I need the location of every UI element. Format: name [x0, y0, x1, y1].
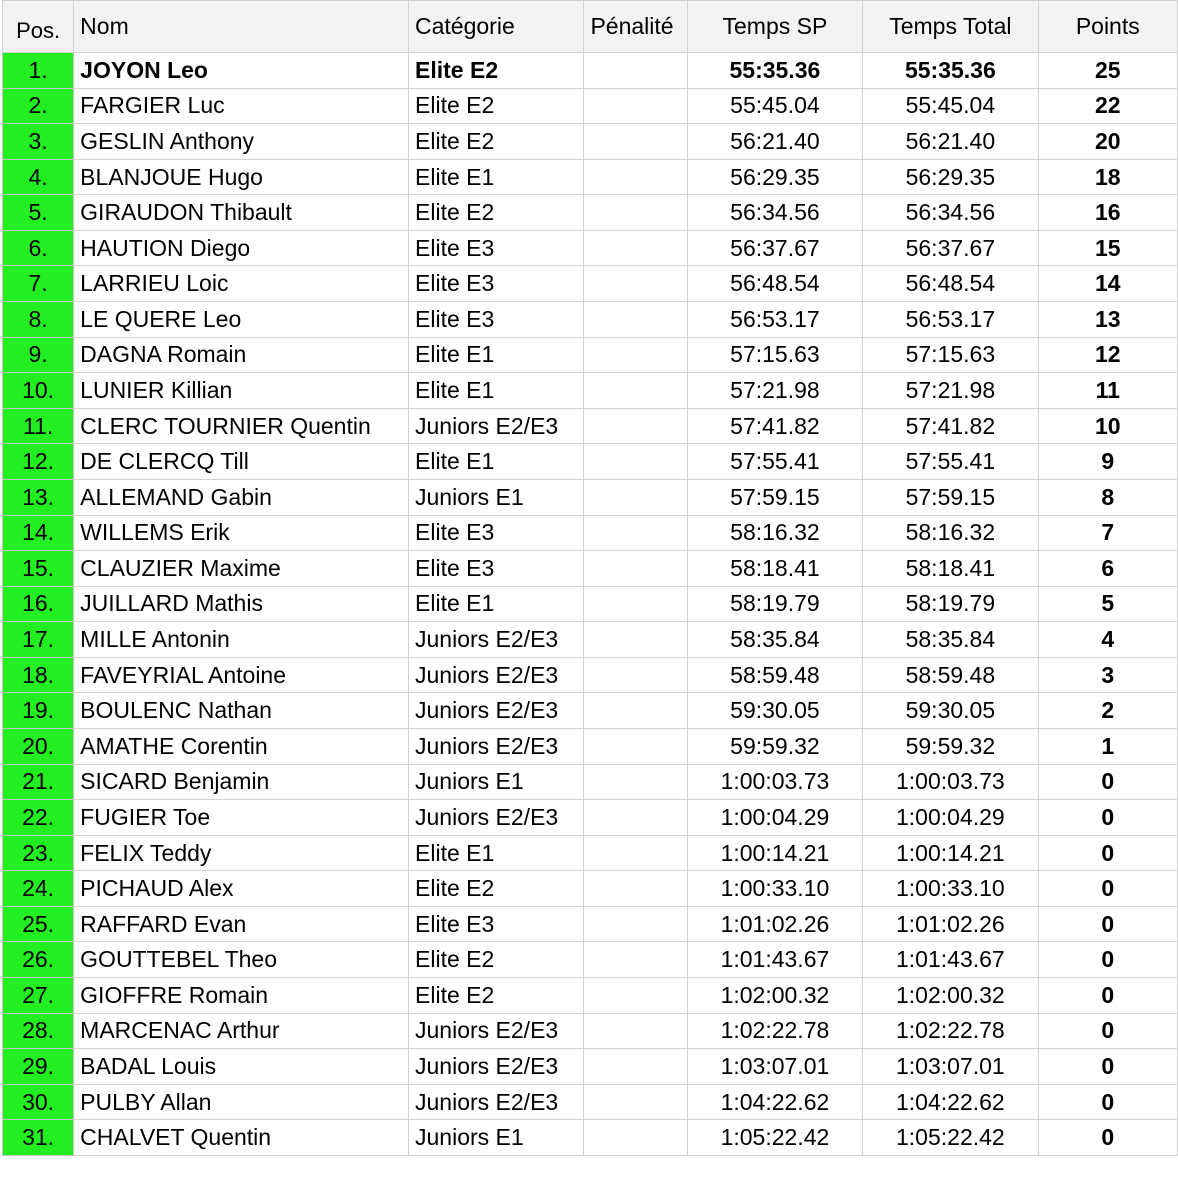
- penalty-cell: [584, 551, 687, 587]
- time-total-cell: 56:34.56: [863, 195, 1038, 231]
- position-cell: 24.: [3, 871, 74, 907]
- time-total-cell: 1:00:03.73: [863, 764, 1038, 800]
- penalty-cell: [584, 266, 687, 302]
- table-row: [3, 1049, 1178, 1085]
- table-row: [3, 302, 1178, 338]
- position-cell: 27.: [3, 978, 74, 1014]
- name-cell: HAUTION Diego: [74, 230, 409, 266]
- table-row: [3, 551, 1178, 587]
- header-time-total: Temps Total: [863, 1, 1038, 53]
- time-sp-cell: 56:37.67: [687, 230, 862, 266]
- name-cell: DAGNA Romain: [74, 337, 409, 373]
- position-cell: 26.: [3, 942, 74, 978]
- penalty-cell: [584, 693, 687, 729]
- points-cell: 0: [1038, 835, 1177, 871]
- position-cell: 17.: [3, 622, 74, 658]
- table-row: [3, 337, 1178, 373]
- time-total-cell: 1:04:22.62: [863, 1084, 1038, 1120]
- header-penalty: Pénalité: [584, 1, 687, 53]
- results-body: [3, 53, 1178, 1156]
- time-sp-cell: 56:34.56: [687, 195, 862, 231]
- table-row: [3, 1013, 1178, 1049]
- table-row: [3, 266, 1178, 302]
- category-cell: Juniors E2/E3: [409, 622, 584, 658]
- time-sp-cell: 57:55.41: [687, 444, 862, 480]
- position-cell: 2.: [3, 88, 74, 124]
- time-sp-cell: 1:00:03.73: [687, 764, 862, 800]
- time-sp-cell: 58:59.48: [687, 657, 862, 693]
- time-total-cell: 58:19.79: [863, 586, 1038, 622]
- table-row: [3, 159, 1178, 195]
- points-cell: 0: [1038, 906, 1177, 942]
- penalty-cell: [584, 764, 687, 800]
- position-cell: 4.: [3, 159, 74, 195]
- name-cell: FELIX Teddy: [74, 835, 409, 871]
- time-sp-cell: 59:59.32: [687, 728, 862, 764]
- header-time-sp: Temps SP: [687, 1, 862, 53]
- table-row: [3, 373, 1178, 409]
- table-row: [3, 88, 1178, 124]
- points-cell: 4: [1038, 622, 1177, 658]
- time-total-cell: 58:16.32: [863, 515, 1038, 551]
- name-cell: MILLE Antonin: [74, 622, 409, 658]
- category-cell: Elite E3: [409, 266, 584, 302]
- points-cell: 14: [1038, 266, 1177, 302]
- penalty-cell: [584, 88, 687, 124]
- points-cell: 25: [1038, 53, 1177, 89]
- table-row: [3, 515, 1178, 551]
- time-total-cell: 1:03:07.01: [863, 1049, 1038, 1085]
- table-row: [3, 764, 1178, 800]
- points-cell: 1: [1038, 728, 1177, 764]
- position-cell: 6.: [3, 230, 74, 266]
- category-cell: Elite E3: [409, 551, 584, 587]
- points-cell: 8: [1038, 479, 1177, 515]
- table-row: [3, 871, 1178, 907]
- points-cell: 0: [1038, 1049, 1177, 1085]
- header-points: Points: [1038, 1, 1177, 53]
- time-total-cell: 1:01:02.26: [863, 906, 1038, 942]
- category-cell: Elite E3: [409, 906, 584, 942]
- category-cell: Elite E2: [409, 942, 584, 978]
- table-row: [3, 53, 1178, 89]
- points-cell: 18: [1038, 159, 1177, 195]
- time-total-cell: 56:21.40: [863, 124, 1038, 160]
- table-row: [3, 1084, 1178, 1120]
- points-cell: 0: [1038, 978, 1177, 1014]
- position-cell: 5.: [3, 195, 74, 231]
- name-cell: FUGIER Toe: [74, 800, 409, 836]
- time-sp-cell: 1:04:22.62: [687, 1084, 862, 1120]
- penalty-cell: [584, 444, 687, 480]
- time-sp-cell: 56:29.35: [687, 159, 862, 195]
- points-cell: 6: [1038, 551, 1177, 587]
- penalty-cell: [584, 1084, 687, 1120]
- table-row: [3, 479, 1178, 515]
- points-cell: 0: [1038, 942, 1177, 978]
- category-cell: Elite E2: [409, 124, 584, 160]
- time-sp-cell: 58:18.41: [687, 551, 862, 587]
- points-cell: 0: [1038, 1120, 1177, 1156]
- penalty-cell: [584, 195, 687, 231]
- header-row: [3, 1, 1178, 53]
- time-sp-cell: 57:21.98: [687, 373, 862, 409]
- header-name: Nom: [74, 1, 409, 53]
- name-cell: BOULENC Nathan: [74, 693, 409, 729]
- table-row: [3, 657, 1178, 693]
- time-sp-cell: 55:45.04: [687, 88, 862, 124]
- header-category: Catégorie: [409, 1, 584, 53]
- points-cell: 5: [1038, 586, 1177, 622]
- category-cell: Elite E3: [409, 230, 584, 266]
- time-total-cell: 58:18.41: [863, 551, 1038, 587]
- name-cell: ALLEMAND Gabin: [74, 479, 409, 515]
- table-row: [3, 622, 1178, 658]
- penalty-cell: [584, 302, 687, 338]
- time-total-cell: 58:59.48: [863, 657, 1038, 693]
- position-cell: 30.: [3, 1084, 74, 1120]
- time-sp-cell: 1:01:43.67: [687, 942, 862, 978]
- time-total-cell: 1:05:22.42: [863, 1120, 1038, 1156]
- penalty-cell: [584, 978, 687, 1014]
- points-cell: 12: [1038, 337, 1177, 373]
- category-cell: Juniors E2/E3: [409, 1049, 584, 1085]
- position-cell: 12.: [3, 444, 74, 480]
- name-cell: DE CLERCQ Till: [74, 444, 409, 480]
- time-total-cell: 55:45.04: [863, 88, 1038, 124]
- position-cell: 20.: [3, 728, 74, 764]
- penalty-cell: [584, 871, 687, 907]
- penalty-cell: [584, 53, 687, 89]
- points-cell: 0: [1038, 764, 1177, 800]
- position-cell: 7.: [3, 266, 74, 302]
- time-total-cell: 59:59.32: [863, 728, 1038, 764]
- name-cell: RAFFARD Evan: [74, 906, 409, 942]
- category-cell: Elite E2: [409, 871, 584, 907]
- position-cell: 3.: [3, 124, 74, 160]
- penalty-cell: [584, 230, 687, 266]
- position-cell: 28.: [3, 1013, 74, 1049]
- category-cell: Elite E3: [409, 302, 584, 338]
- name-cell: JOYON Leo: [74, 53, 409, 89]
- results-table: [2, 0, 1178, 1156]
- position-cell: 31.: [3, 1120, 74, 1156]
- position-cell: 8.: [3, 302, 74, 338]
- name-cell: GESLIN Anthony: [74, 124, 409, 160]
- penalty-cell: [584, 1049, 687, 1085]
- category-cell: Juniors E2/E3: [409, 1013, 584, 1049]
- position-cell: 15.: [3, 551, 74, 587]
- points-cell: 22: [1038, 88, 1177, 124]
- time-sp-cell: 1:01:02.26: [687, 906, 862, 942]
- points-cell: 10: [1038, 408, 1177, 444]
- name-cell: CLERC TOURNIER Quentin: [74, 408, 409, 444]
- points-cell: 7: [1038, 515, 1177, 551]
- name-cell: CHALVET Quentin: [74, 1120, 409, 1156]
- penalty-cell: [584, 728, 687, 764]
- time-sp-cell: 58:35.84: [687, 622, 862, 658]
- time-total-cell: 1:01:43.67: [863, 942, 1038, 978]
- category-cell: Elite E1: [409, 835, 584, 871]
- category-cell: Elite E1: [409, 159, 584, 195]
- time-sp-cell: 57:15.63: [687, 337, 862, 373]
- time-total-cell: 56:37.67: [863, 230, 1038, 266]
- time-total-cell: 57:21.98: [863, 373, 1038, 409]
- points-cell: 2: [1038, 693, 1177, 729]
- time-total-cell: 56:29.35: [863, 159, 1038, 195]
- name-cell: BLANJOUE Hugo: [74, 159, 409, 195]
- time-sp-cell: 58:16.32: [687, 515, 862, 551]
- category-cell: Juniors E2/E3: [409, 1084, 584, 1120]
- position-cell: 19.: [3, 693, 74, 729]
- time-sp-cell: 55:35.36: [687, 53, 862, 89]
- position-cell: 13.: [3, 479, 74, 515]
- points-cell: 0: [1038, 1013, 1177, 1049]
- time-total-cell: 56:53.17: [863, 302, 1038, 338]
- time-sp-cell: 57:41.82: [687, 408, 862, 444]
- table-row: [3, 444, 1178, 480]
- penalty-cell: [584, 906, 687, 942]
- time-total-cell: 1:02:22.78: [863, 1013, 1038, 1049]
- position-cell: 29.: [3, 1049, 74, 1085]
- points-cell: 0: [1038, 1084, 1177, 1120]
- table-row: [3, 942, 1178, 978]
- name-cell: AMATHE Corentin: [74, 728, 409, 764]
- penalty-cell: [584, 1120, 687, 1156]
- time-total-cell: 57:15.63: [863, 337, 1038, 373]
- name-cell: MARCENAC Arthur: [74, 1013, 409, 1049]
- penalty-cell: [584, 515, 687, 551]
- points-cell: 9: [1038, 444, 1177, 480]
- category-cell: Elite E1: [409, 373, 584, 409]
- time-sp-cell: 59:30.05: [687, 693, 862, 729]
- penalty-cell: [584, 942, 687, 978]
- time-sp-cell: 1:03:07.01: [687, 1049, 862, 1085]
- penalty-cell: [584, 586, 687, 622]
- name-cell: PICHAUD Alex: [74, 871, 409, 907]
- category-cell: Elite E3: [409, 515, 584, 551]
- position-cell: 1.: [3, 53, 74, 89]
- penalty-cell: [584, 657, 687, 693]
- points-cell: 15: [1038, 230, 1177, 266]
- points-cell: 3: [1038, 657, 1177, 693]
- penalty-cell: [584, 408, 687, 444]
- time-sp-cell: 56:53.17: [687, 302, 862, 338]
- table-row: [3, 408, 1178, 444]
- name-cell: JUILLARD Mathis: [74, 586, 409, 622]
- time-sp-cell: 56:48.54: [687, 266, 862, 302]
- category-cell: Juniors E2/E3: [409, 728, 584, 764]
- category-cell: Juniors E1: [409, 1120, 584, 1156]
- penalty-cell: [584, 479, 687, 515]
- table-row: [3, 978, 1178, 1014]
- time-total-cell: 58:35.84: [863, 622, 1038, 658]
- points-cell: 13: [1038, 302, 1177, 338]
- category-cell: Elite E1: [409, 586, 584, 622]
- position-cell: 21.: [3, 764, 74, 800]
- time-total-cell: 57:59.15: [863, 479, 1038, 515]
- table-row: [3, 195, 1178, 231]
- penalty-cell: [584, 622, 687, 658]
- time-total-cell: 1:00:33.10: [863, 871, 1038, 907]
- table-row: [3, 728, 1178, 764]
- time-total-cell: 57:55.41: [863, 444, 1038, 480]
- time-sp-cell: 1:02:00.32: [687, 978, 862, 1014]
- name-cell: CLAUZIER Maxime: [74, 551, 409, 587]
- position-cell: 14.: [3, 515, 74, 551]
- table-row: [3, 906, 1178, 942]
- penalty-cell: [584, 124, 687, 160]
- name-cell: GIRAUDON Thibault: [74, 195, 409, 231]
- name-cell: BADAL Louis: [74, 1049, 409, 1085]
- time-total-cell: 1:00:14.21: [863, 835, 1038, 871]
- position-cell: 22.: [3, 800, 74, 836]
- category-cell: Juniors E2/E3: [409, 408, 584, 444]
- position-cell: 23.: [3, 835, 74, 871]
- table-row: [3, 835, 1178, 871]
- category-cell: Elite E1: [409, 337, 584, 373]
- table-row: [3, 693, 1178, 729]
- category-cell: Juniors E2/E3: [409, 693, 584, 729]
- time-total-cell: 1:00:04.29: [863, 800, 1038, 836]
- position-cell: 10.: [3, 373, 74, 409]
- time-sp-cell: 1:00:33.10: [687, 871, 862, 907]
- category-cell: Elite E2: [409, 195, 584, 231]
- name-cell: GIOFFRE Romain: [74, 978, 409, 1014]
- penalty-cell: [584, 337, 687, 373]
- category-cell: Juniors E1: [409, 764, 584, 800]
- category-cell: Juniors E2/E3: [409, 800, 584, 836]
- penalty-cell: [584, 1013, 687, 1049]
- name-cell: PULBY Allan: [74, 1084, 409, 1120]
- table-row: [3, 800, 1178, 836]
- time-total-cell: 57:41.82: [863, 408, 1038, 444]
- time-total-cell: 59:30.05: [863, 693, 1038, 729]
- points-cell: 0: [1038, 800, 1177, 836]
- penalty-cell: [584, 800, 687, 836]
- results-header: [3, 1, 1178, 53]
- points-cell: 11: [1038, 373, 1177, 409]
- table-row: [3, 230, 1178, 266]
- header-pos: Pos.: [3, 1, 74, 53]
- table-row: [3, 1120, 1178, 1156]
- time-total-cell: 1:02:00.32: [863, 978, 1038, 1014]
- position-cell: 16.: [3, 586, 74, 622]
- time-sp-cell: 1:00:04.29: [687, 800, 862, 836]
- points-cell: 0: [1038, 871, 1177, 907]
- points-cell: 20: [1038, 124, 1177, 160]
- category-cell: Elite E2: [409, 53, 584, 89]
- position-cell: 9.: [3, 337, 74, 373]
- name-cell: FARGIER Luc: [74, 88, 409, 124]
- name-cell: LE QUERE Leo: [74, 302, 409, 338]
- name-cell: GOUTTEBEL Theo: [74, 942, 409, 978]
- position-cell: 18.: [3, 657, 74, 693]
- position-cell: 25.: [3, 906, 74, 942]
- name-cell: LUNIER Killian: [74, 373, 409, 409]
- category-cell: Elite E2: [409, 88, 584, 124]
- category-cell: Juniors E2/E3: [409, 657, 584, 693]
- category-cell: Elite E1: [409, 444, 584, 480]
- time-sp-cell: 57:59.15: [687, 479, 862, 515]
- penalty-cell: [584, 835, 687, 871]
- time-sp-cell: 56:21.40: [687, 124, 862, 160]
- name-cell: FAVEYRIAL Antoine: [74, 657, 409, 693]
- category-cell: Elite E2: [409, 978, 584, 1014]
- category-cell: Juniors E1: [409, 479, 584, 515]
- time-sp-cell: 1:05:22.42: [687, 1120, 862, 1156]
- time-sp-cell: 58:19.79: [687, 586, 862, 622]
- name-cell: WILLEMS Erik: [74, 515, 409, 551]
- name-cell: SICARD Benjamin: [74, 764, 409, 800]
- table-row: [3, 586, 1178, 622]
- penalty-cell: [584, 373, 687, 409]
- time-total-cell: 56:48.54: [863, 266, 1038, 302]
- points-cell: 16: [1038, 195, 1177, 231]
- position-cell: 11.: [3, 408, 74, 444]
- name-cell: LARRIEU Loic: [74, 266, 409, 302]
- time-sp-cell: 1:00:14.21: [687, 835, 862, 871]
- time-sp-cell: 1:02:22.78: [687, 1013, 862, 1049]
- penalty-cell: [584, 159, 687, 195]
- time-total-cell: 55:35.36: [863, 53, 1038, 89]
- table-row: [3, 124, 1178, 160]
